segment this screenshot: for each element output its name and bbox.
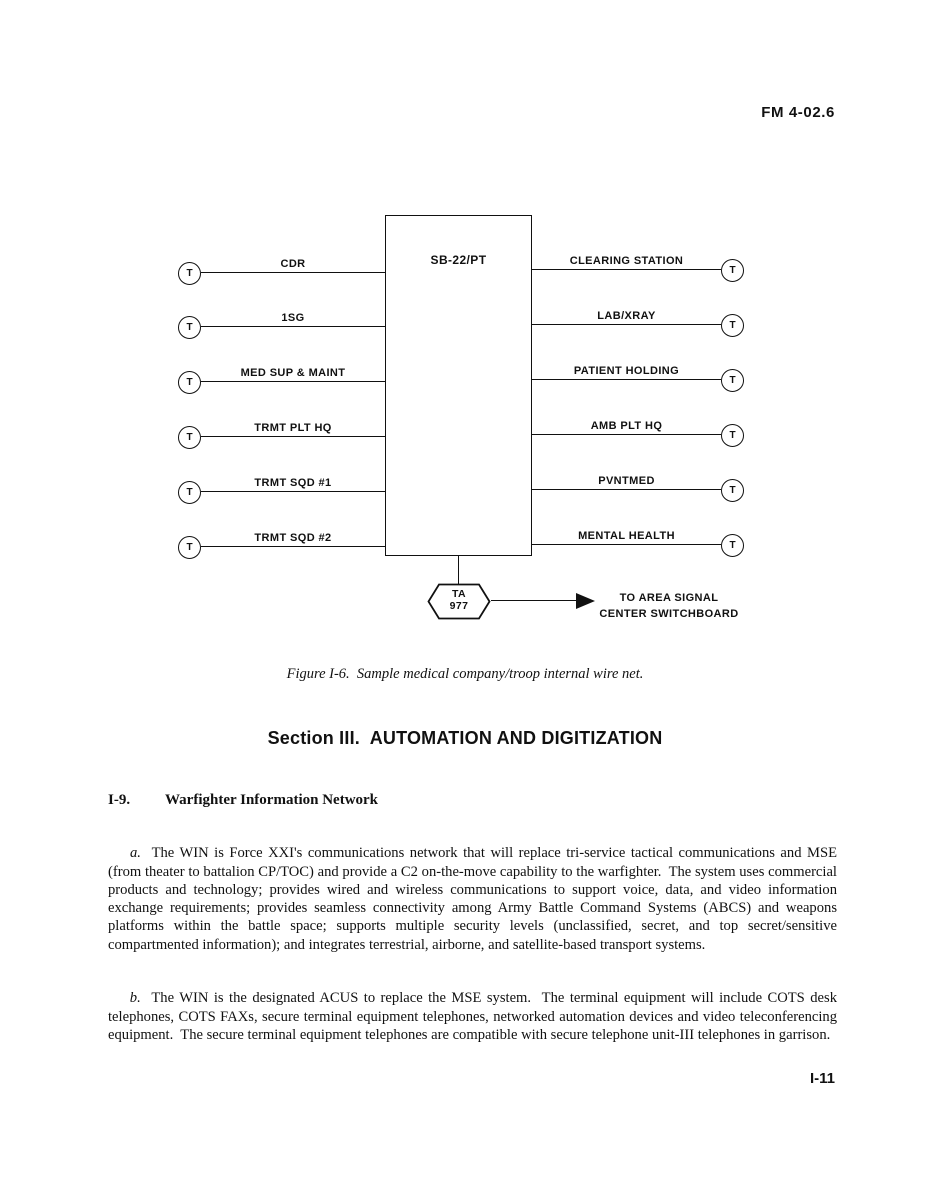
wire-label: 1SG bbox=[281, 312, 305, 324]
area-signal-label bbox=[588, 591, 750, 622]
ta-977-label bbox=[427, 588, 491, 612]
wire-label: TRMT PLT HQ bbox=[254, 422, 332, 434]
wire-line bbox=[532, 475, 721, 490]
wire-label: PATIENT HOLDING bbox=[573, 365, 680, 377]
stem-line bbox=[458, 556, 459, 585]
wire-line bbox=[532, 530, 721, 545]
paragraph-a bbox=[108, 826, 841, 972]
telephone-icon: T bbox=[721, 369, 744, 392]
paragraph-b bbox=[108, 971, 841, 1062]
page-number: I-11 bbox=[809, 1070, 835, 1087]
arrow-line bbox=[491, 600, 577, 601]
document-header: FM 4-02.6 bbox=[761, 104, 835, 121]
area-signal-line2: CENTER SWITCHBOARD bbox=[599, 607, 739, 620]
telephone-icon: T bbox=[721, 479, 744, 502]
telephone-icon: T bbox=[721, 314, 744, 337]
telephone-icon: T bbox=[721, 534, 744, 557]
wire-line bbox=[532, 255, 721, 270]
wire-label: TRMT SQD #1 bbox=[254, 477, 332, 489]
wire-line bbox=[532, 420, 721, 435]
ta-line2: 977 bbox=[449, 600, 469, 612]
telephone-icon: T bbox=[178, 536, 201, 559]
wire-label: PVNTMED bbox=[598, 475, 655, 487]
wire-label: CDR bbox=[280, 258, 306, 270]
wire-line bbox=[201, 477, 385, 492]
area-signal-line1: TO AREA SIGNAL bbox=[619, 592, 719, 604]
wire-line bbox=[201, 532, 385, 547]
paragraph-a-text: The WIN is Force XXI's communications network that will replace tri-service tactical communications and MSE (from theater to battalion CP/TOC) and provide a C2 on-the-move capability to the warfighter. The system uses commercial products and technology; provides wired and wireless communications to support voice, data, and video information exchange requirements; provides seamless connectivity among Army Battle Command Systems (ABCS) and weapons platforms within the battle space; supports multiple security levels (unclassified, secret, and top secret/sensitive compartmented information); and integrates terrestrial, airborne, and satellite-based transport systems. bbox=[108, 845, 841, 953]
telephone-icon: T bbox=[178, 426, 201, 449]
ta-line1: TA bbox=[451, 588, 467, 600]
wire-label: LAB/XRAY bbox=[597, 310, 656, 322]
wire-line bbox=[201, 367, 385, 382]
telephone-icon: T bbox=[178, 316, 201, 339]
paragraph-b-text: The WIN is the designated ACUS to replace the MSE system. The terminal equipment will include COTS desk telephones, COTS FAXs, secure terminal equipment telephones, networked automation devices and video teleconferencing equipment. The secure terminal equipment telephones are compatible with secure telephone unit-III telephones in garrison. bbox=[108, 990, 841, 1043]
item-number: I-9. bbox=[108, 792, 131, 808]
switchboard-box bbox=[385, 215, 532, 556]
telephone-icon: T bbox=[721, 259, 744, 282]
telephone-icon: T bbox=[178, 481, 201, 504]
wire-line bbox=[201, 258, 385, 273]
wire-label: MENTAL HEALTH bbox=[578, 530, 675, 542]
telephone-icon: T bbox=[178, 371, 201, 394]
wire-label: MED SUP & MAINT bbox=[240, 367, 346, 379]
section-title: Section III. AUTOMATION AND DIGITIZATION bbox=[267, 728, 663, 748]
item-heading bbox=[108, 792, 837, 809]
wire-line bbox=[532, 310, 721, 325]
telephone-icon: T bbox=[721, 424, 744, 447]
wire-label: TRMT SQD #2 bbox=[254, 532, 332, 544]
wire-line bbox=[201, 312, 385, 327]
wire-label: CLEARING STATION bbox=[569, 255, 684, 267]
wire-line bbox=[201, 422, 385, 437]
paragraph-a-label: a. bbox=[129, 845, 141, 862]
wire-line bbox=[532, 365, 721, 380]
switchboard-label: SB-22/PT bbox=[430, 253, 487, 267]
item-title: Warfighter Information Network bbox=[165, 792, 379, 808]
wire-label: AMB PLT HQ bbox=[590, 420, 663, 432]
telephone-icon: T bbox=[178, 262, 201, 285]
paragraph-b-label: b. bbox=[129, 990, 141, 1007]
figure-caption: Figure I-6. Sample medical company/troop internal wire net. bbox=[286, 666, 644, 682]
